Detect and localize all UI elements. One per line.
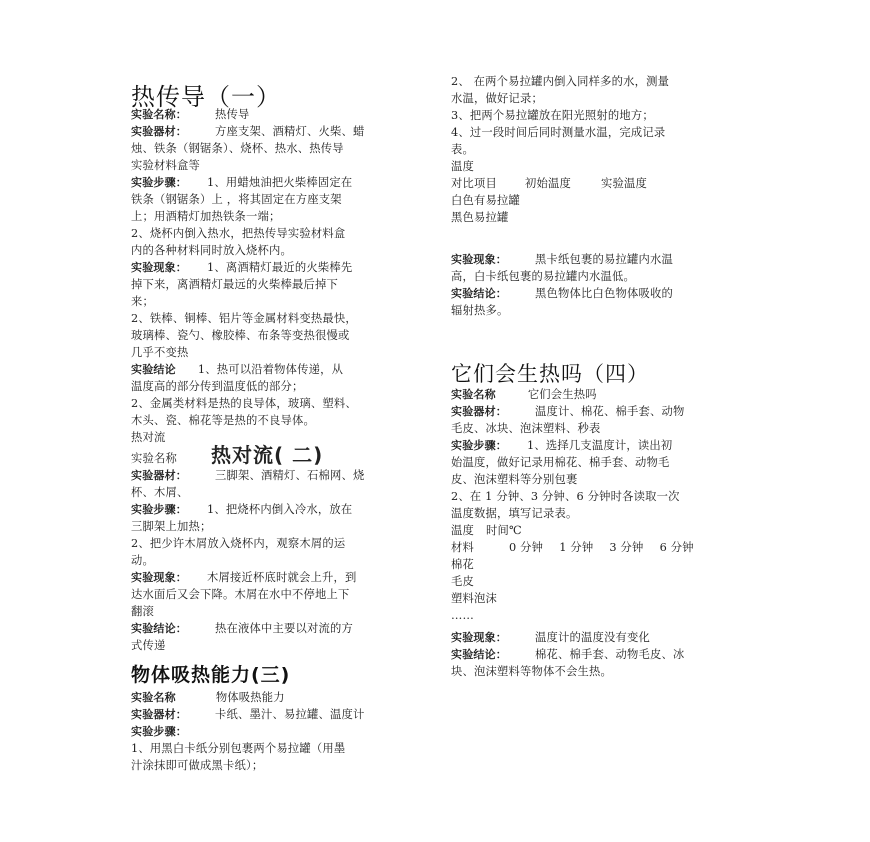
- table-row: ……: [451, 609, 474, 622]
- table-title: 温度: [451, 160, 474, 173]
- equip-label: 实验器材：: [131, 125, 187, 138]
- text-line: 皮、泡沫塑料等分别包裹: [451, 473, 578, 486]
- text-line: 温度高的部分传到温度低的部分；: [131, 380, 304, 393]
- text-line: 4、过一段时间后同时测量水温，完成记录: [451, 126, 666, 139]
- phen-row: [131, 259, 352, 276]
- name-value: 物体吸热能力: [215, 691, 285, 704]
- table-header-cell: 3 分钟: [609, 541, 644, 554]
- equip-label: 实验器材：: [131, 469, 187, 482]
- text-line: 铁条（钢锯条）上 ，将其固定在方座支架: [131, 193, 342, 206]
- table-row: 黑色易拉罐: [451, 211, 509, 224]
- equip-text: 温度计、棉花、棉手套、动物: [535, 405, 685, 418]
- table-row: 毛皮: [451, 575, 474, 588]
- equip-row: [131, 706, 364, 723]
- equip-label: 实验器材：: [451, 405, 507, 418]
- name-label: 实验名称: [451, 388, 496, 401]
- conc-label: 实验结论：: [451, 648, 507, 661]
- steps-label: 实验步骤：: [131, 725, 187, 738]
- steps-label: 实验步骤：: [131, 503, 187, 516]
- steps-row: [131, 501, 352, 518]
- steps-row: [131, 174, 352, 191]
- text-line: 动。: [131, 554, 154, 567]
- text-line: 内的各种材料同时放入烧杯内。: [131, 244, 292, 257]
- conc-label: 实验结论：: [131, 622, 187, 635]
- text-line: 水温，做好记录；: [451, 92, 543, 105]
- text-line: 2、金属类材料是热的良导体，玻璃、塑料、: [131, 397, 357, 410]
- table-row: 棉花: [451, 558, 474, 571]
- steps-text: 1、把烧杯内倒入冷水，放在: [207, 503, 353, 516]
- name-value: 它们会生热吗: [527, 388, 597, 401]
- table-title-time: 时间℃: [486, 524, 522, 537]
- text-line: 翻滚: [131, 605, 154, 618]
- steps-row: [451, 437, 672, 454]
- text-line: 2、 在两个易拉罐内倒入同样多的水，测量: [451, 75, 670, 88]
- equip-label: 实验器材：: [131, 708, 187, 721]
- phen-text: 温度计的温度没有变化: [535, 631, 650, 644]
- text-line: 毛皮、冰块、泡沫塑料、秒表: [451, 422, 601, 435]
- phen-row: [451, 629, 650, 646]
- text-line: 烛、铁条（钢锯条）、烧杯、热水、热传导: [131, 142, 344, 155]
- table-header-cell: 初始温度: [525, 177, 571, 190]
- phen-label: 实验现象：: [451, 253, 507, 266]
- table-title: [451, 522, 522, 539]
- conc-label: 实验结论: [131, 363, 176, 376]
- text-line: 达水面后又会下降。木屑在水中不停地上下: [131, 588, 350, 601]
- phen-label: 实验现象：: [451, 631, 507, 644]
- steps-text: 1、用蜡烛油把火柴棒固定在: [207, 176, 353, 189]
- table-row: 白色有易拉罐: [451, 194, 520, 207]
- table-title-temp: 温度: [451, 524, 474, 537]
- text-line: 杯、木屑、: [131, 486, 189, 499]
- equip-row: [131, 467, 364, 484]
- name-label: 实验名称：: [131, 108, 187, 121]
- section-title-generate-heat: 它们会生热吗（四）: [451, 362, 649, 386]
- text-line: 高，白卡纸包裹的易拉罐内水温低。: [451, 270, 635, 283]
- conc-row: [131, 361, 343, 378]
- phen-text: 1、离酒精灯最近的火柴棒先: [207, 261, 353, 274]
- section-title-convection: 热对流( 二): [211, 443, 324, 467]
- steps-label: 实验步骤：: [451, 439, 507, 452]
- conc-row: [131, 620, 353, 637]
- text-line: 辐射热多。: [451, 304, 509, 317]
- table-header: [451, 175, 647, 192]
- conc-label: 实验结论：: [451, 287, 507, 300]
- text-line: 2、铁棒、铜棒、铝片等金属材料变热最快，: [131, 312, 357, 325]
- name-label: 实验名称: [131, 691, 176, 704]
- table-header-cell: 材料: [451, 541, 474, 554]
- text-line: 玻璃棒、瓷勺、橡胶棒、布条等变热很慢或: [131, 329, 350, 342]
- text-line: 2、把少许木屑放入烧杯内，观察木屑的运: [131, 537, 346, 550]
- equip-text: 卡纸、墨汁、易拉罐、温度计: [215, 708, 365, 721]
- text-line: 三脚架上加热；: [131, 520, 212, 533]
- equip-row: [131, 123, 364, 140]
- equip-row: [451, 403, 684, 420]
- phen-label: 实验现象：: [131, 261, 187, 274]
- section-title-heat-conduction: 热传导（一）: [131, 83, 281, 111]
- table-header-cell: 0 分钟: [509, 541, 544, 554]
- table-header: [451, 539, 694, 556]
- steps-row: [131, 723, 187, 740]
- steps-text: 1、选择几支温度计，读出初: [527, 439, 673, 452]
- section-title-heat-absorption: 物体吸热能力(三): [131, 664, 291, 686]
- phen-text: 黑卡纸包裹的易拉罐内水温: [535, 253, 673, 266]
- text-line: 汁涂抹即可做成黑卡纸）；: [131, 759, 264, 772]
- name-label: 实验名称: [131, 452, 177, 465]
- table-header-cell: 实验温度: [601, 177, 647, 190]
- text-line: 几乎不变热: [131, 346, 189, 359]
- text-line: 2、在 1 分钟、3 分钟、6 分钟时各读取一次: [451, 490, 680, 503]
- phen-text: 木屑接近杯底时就会上升，到: [207, 571, 357, 584]
- table-header-cell: 6 分钟: [659, 541, 694, 554]
- conc-row: [451, 646, 684, 663]
- text-line: 式传递: [131, 639, 166, 652]
- text-line: 木头、瓷、棉花等是热的不良导体。: [131, 414, 315, 427]
- name-value: 热传导: [215, 108, 250, 121]
- text-line: 表。: [451, 143, 474, 156]
- phen-row: [451, 251, 673, 268]
- name-row: [131, 106, 250, 123]
- phen-label: 实验现象：: [131, 571, 187, 584]
- text-line: 3、把两个易拉罐放在阳光照射的地方；: [451, 109, 654, 122]
- conc-text: 棉花、棉手套、动物毛皮、冰: [535, 648, 685, 661]
- name-row: [131, 689, 285, 706]
- text-line: 温度数据，填写记录表。: [451, 507, 578, 520]
- equip-text: 三脚架、酒精灯、石棉网、烧: [215, 469, 365, 482]
- conc-row: [451, 285, 673, 302]
- text-line: 始温度，做好记录用棉花、棉手套、动物毛: [451, 456, 670, 469]
- text-line: 1、用黑白卡纸分别包裹两个易拉罐（用墨: [131, 742, 346, 755]
- conc-text: 1、热可以沿着物体传递，从: [197, 363, 344, 376]
- text-line: 2、烧杯内倒入热水，把热传导实验材料盒: [131, 227, 346, 240]
- name-row: [451, 386, 597, 403]
- steps-label: 实验步骤：: [131, 176, 187, 189]
- conc-text: 黑色物体比白色物体吸收的: [535, 287, 673, 300]
- text-line: 上；用酒精灯加热铁条一端；: [131, 210, 281, 223]
- text-line: 掉下来，离酒精灯最远的火柴棒最后掉下: [131, 278, 338, 291]
- conc-text: 热在液体中主要以对流的方: [215, 622, 353, 635]
- phen-row: [131, 569, 356, 586]
- text-line: 来；: [131, 295, 154, 308]
- text-line: 热对流: [131, 431, 166, 444]
- table-header-cell: 1 分钟: [559, 541, 594, 554]
- text-line: 块、泡沫塑料等物体不会生热。: [451, 665, 612, 678]
- text-line: 实验材料盒等: [131, 159, 200, 172]
- table-header-cell: 对比项目: [451, 177, 497, 190]
- equip-text: 方座支架、酒精灯、火柴、蜡: [215, 125, 365, 138]
- table-row: 塑料泡沫: [451, 592, 497, 605]
